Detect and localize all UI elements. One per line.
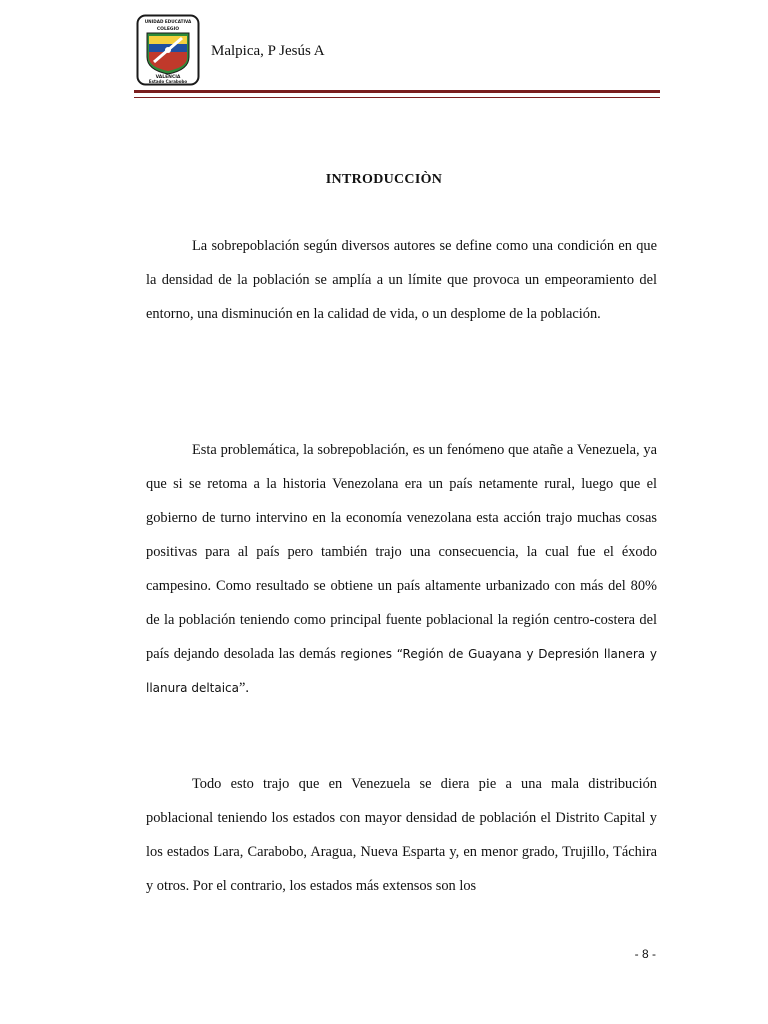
paragraph-3: Todo esto trajo que en Venezuela se diera pie a una mala distribución poblacional teniendo los estados con mayor densidad de población el Distrito Capital y los estados Lara, Carabobo, Aragua, Nueva Esparta y, en menor grado, Trujillo, Táchira y otros. Por el contrario, los estados más extensos son los bbox=[146, 776, 657, 894]
logo-school-label: COLEGIO bbox=[156, 27, 180, 32]
paragraph-2-quote: regiones “Región de Guayana y Depresión llanera y llanura deltaica bbox=[146, 647, 657, 695]
page-number: - 8 - bbox=[634, 947, 656, 961]
paragraph-2-end: ”. bbox=[239, 680, 250, 696]
paragraph-2-main: Esta problemática, la sobrepoblación, es un fenómeno que atañe a Venezuela, ya que si se retoma a la historia Venezolana era un país netamente rural, luego que el gobierno de turno intervino en la economía venezolana esta acción trajo muchas cosas positivas para al país pero también trajo una consecuencia, la cual fue el éxodo campesino. Como resultado se obtiene un país altamente urbanizado con más del 80% de la población teniendo como principal fuente poblacional la región centro-costera del país dejando desolada las demás bbox=[146, 442, 657, 662]
paragraph-2 bbox=[146, 433, 657, 705]
paragraph-1: La sobrepoblación según diversos autores se define como una condición en que la densidad de la población se amplía a un límite que provoca un empeoramiento del entorno, una disminución en la calidad de vida, o un desplome de la población. bbox=[146, 238, 657, 322]
logo-city-label: VALENCIA bbox=[155, 75, 181, 80]
author-name: Malpica, P Jesús A bbox=[211, 43, 325, 59]
logo-state-label: Estado Carabobo bbox=[148, 79, 188, 84]
page-title: INTRODUCCIÒN bbox=[325, 172, 443, 187]
logo-top-text: UNIDAD EDUCATIVA bbox=[144, 19, 192, 24]
school-crest-icon bbox=[136, 14, 200, 86]
page-header bbox=[134, 12, 660, 96]
header-rule bbox=[134, 90, 660, 98]
